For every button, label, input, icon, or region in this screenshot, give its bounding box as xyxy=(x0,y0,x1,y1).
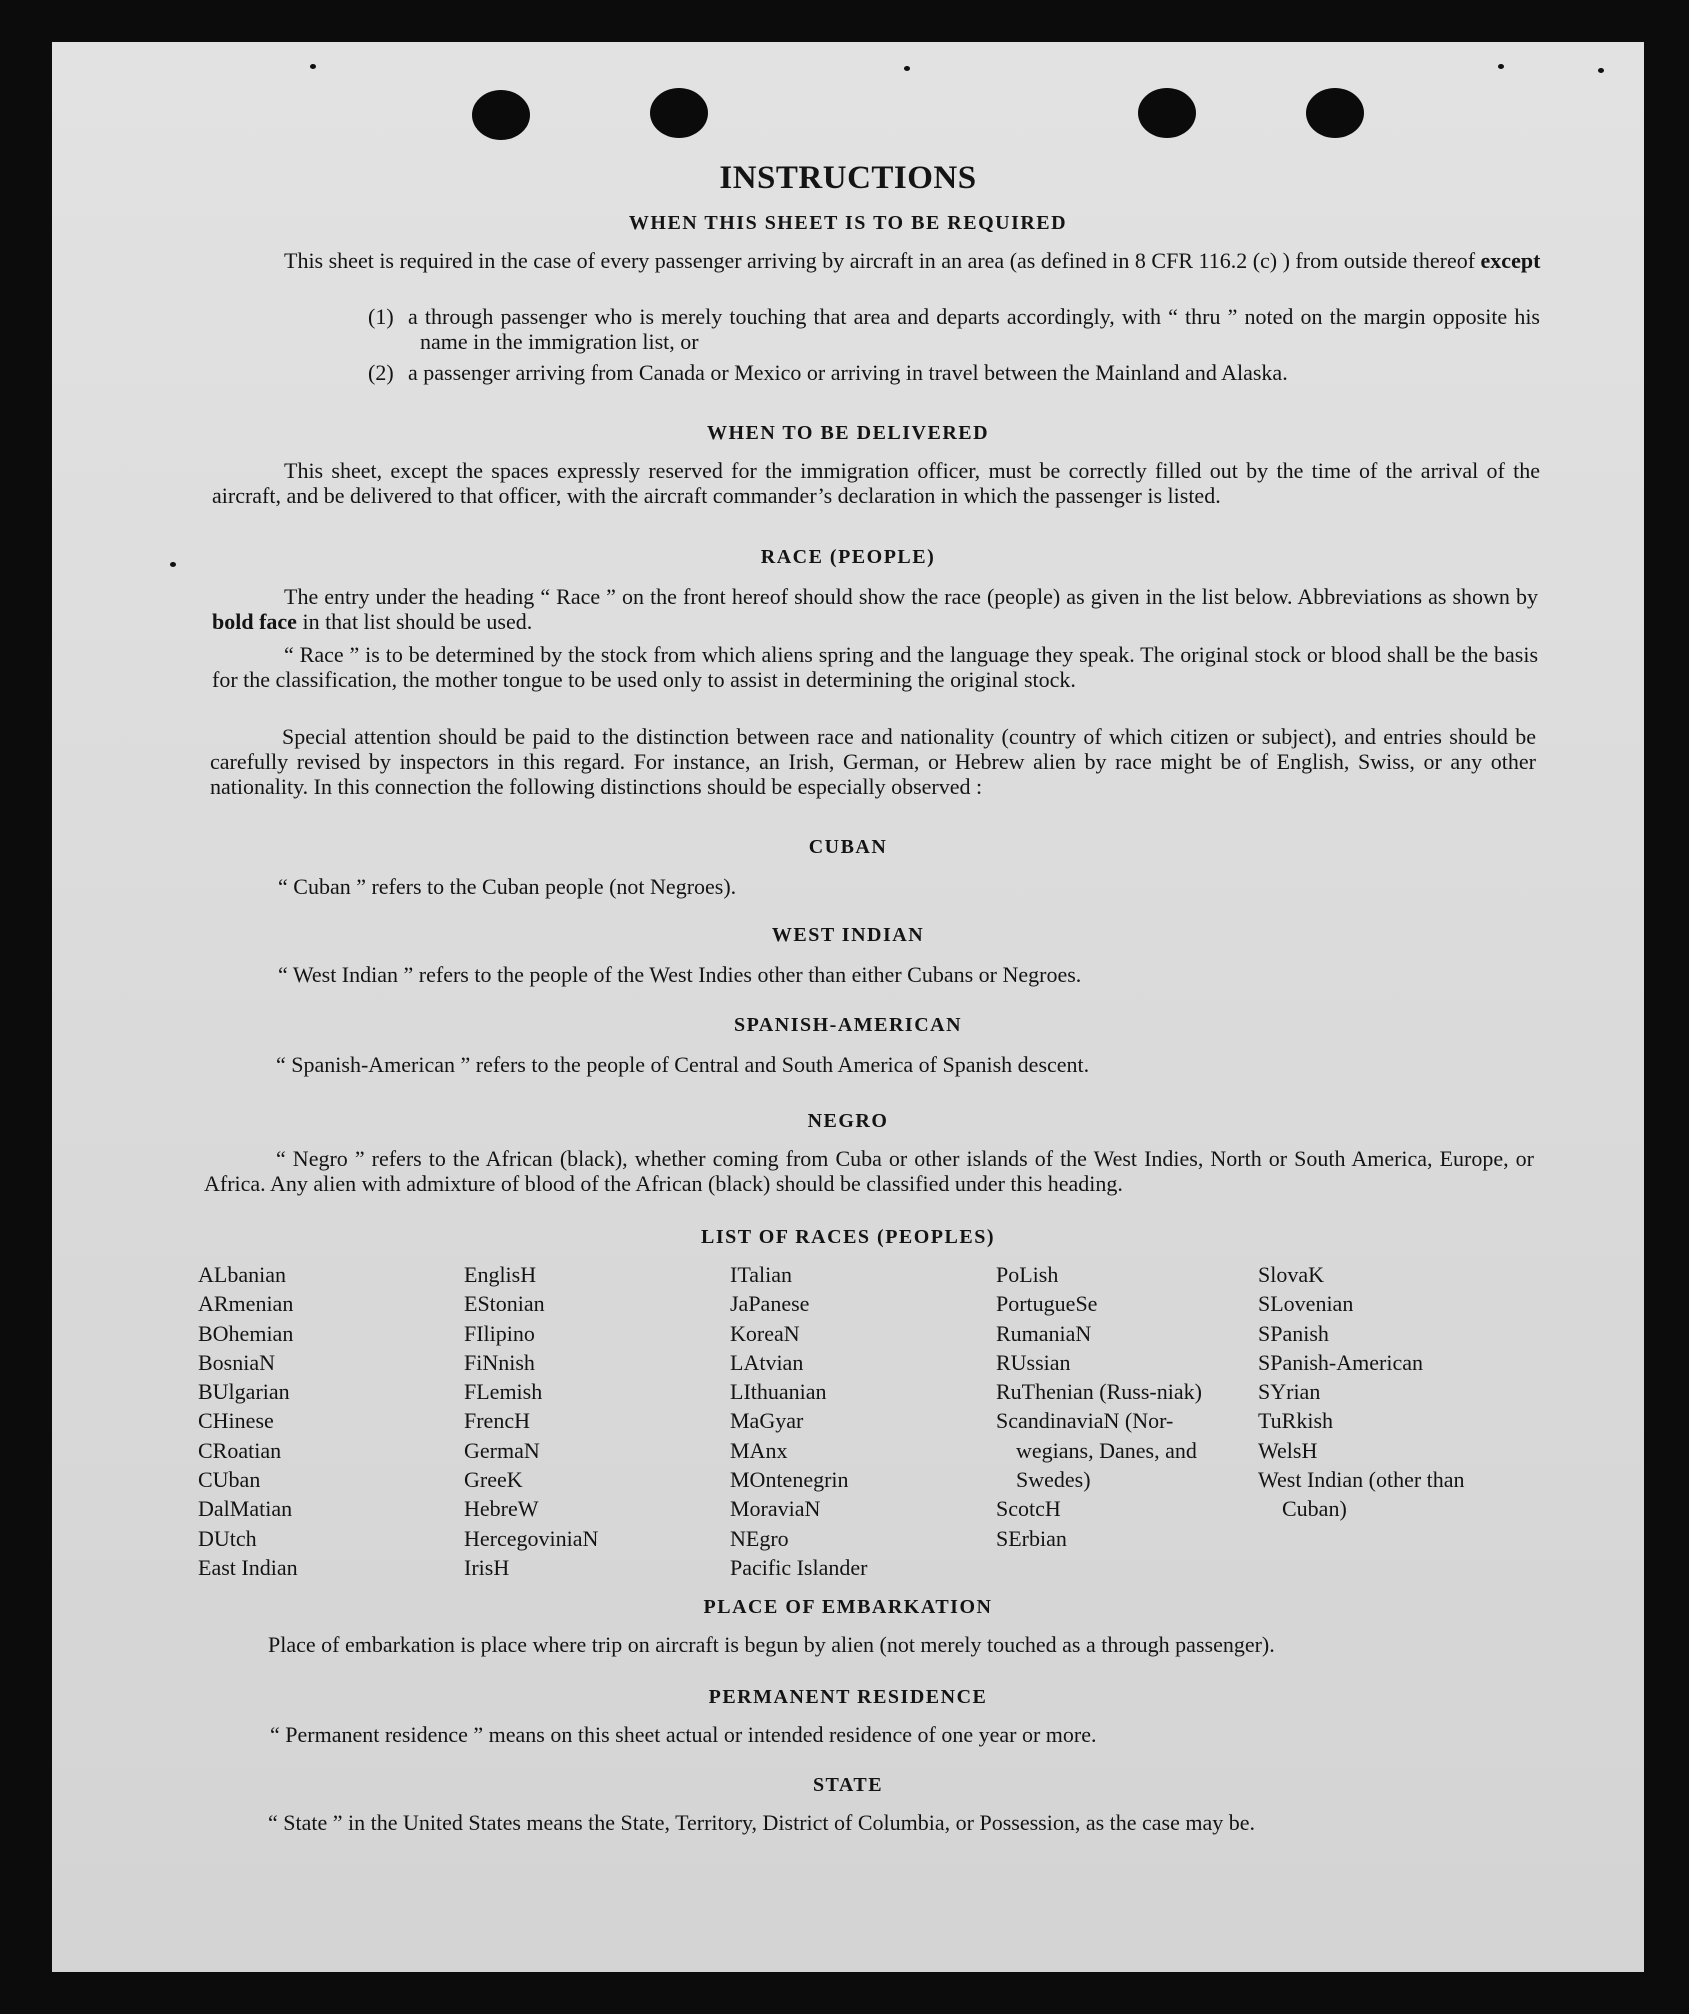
race-entry: PoLish xyxy=(996,1262,1059,1287)
item-number: (1) xyxy=(368,304,394,329)
paragraph-race-2: “ Race ” is to be determined by the stock from which aliens spring and the language they speak. The original stock or blood shall be the basis for the classification, the mother tongue to be used only to assist in determining the original stock. xyxy=(212,642,1538,692)
paragraph-embarkation: Place of embarkation is place where trip on aircraft is begun by alien (not merely touched as a through passenger). xyxy=(268,1632,1275,1657)
race-entry: BOhemian xyxy=(198,1320,294,1346)
race-entry: FrencH xyxy=(464,1408,530,1434)
heading-list-of-races: LIST OF RACES (PEOPLES) xyxy=(700,1226,995,1248)
races-column xyxy=(198,1260,464,1580)
race-entry: SPanish-American xyxy=(1258,1349,1423,1375)
dust-speck xyxy=(1498,64,1504,69)
required-intro-text: This sheet is required in the case of every passenger arriving by aircraft in an area (as defined in 8 CFR 116.2 (c) ) from outside thereof xyxy=(284,248,1481,273)
race-entry: WelsH xyxy=(1258,1437,1318,1463)
race-entry: GreeK xyxy=(464,1467,523,1493)
race-entry: HebreW xyxy=(464,1496,539,1522)
paragraph-state: “ State ” in the United States means the State, Territory, District of Columbia, or Possession, as the case may be. xyxy=(268,1810,1256,1835)
race-entry: SYrian xyxy=(1258,1379,1321,1405)
punch-hole xyxy=(1138,88,1196,138)
list-item xyxy=(368,304,1540,356)
item-text: a through passenger who is merely touching that area and departs accordingly, with “ thru ” noted on the margin opposite his name in the immigration list, or xyxy=(408,304,1540,354)
race-entry: PortugueSe xyxy=(996,1291,1098,1317)
heading-embarkation: PLACE OF EMBARKATION xyxy=(703,1596,993,1618)
race-entry: EnglisH xyxy=(464,1262,537,1287)
item-number: (2) xyxy=(368,360,394,385)
punch-hole xyxy=(472,90,530,140)
page-title: INSTRUCTIONS xyxy=(719,160,977,196)
race-entry: FIlipino xyxy=(464,1320,535,1346)
race-entry: FLemish xyxy=(464,1379,543,1405)
race-entry: IrisH xyxy=(464,1554,510,1580)
race-entry: EStonian xyxy=(464,1291,545,1317)
paragraph-west-indian: “ West Indian ” refers to the people of the West Indies other than either Cubans or Negroes. xyxy=(278,962,1082,987)
race-entry: SlovaK xyxy=(1258,1262,1324,1287)
race-entry: RuThenian (Russ-niak) xyxy=(996,1379,1202,1405)
race-entry: TuRkish xyxy=(1258,1408,1334,1434)
paragraph-permanent-residence: “ Permanent residence ” means on this sheet actual or intended residence of one year or more. xyxy=(270,1722,1097,1747)
race-entry: ALbanian xyxy=(198,1262,286,1287)
race-entry: KoreaN xyxy=(730,1320,800,1346)
paragraph-delivered: This sheet, except the spaces expressly reserved for the immigration officer, must be correctly filled out by the time of the arrival of the aircraft, and be delivered to that officer, with the aircraft commander’s declaration in which the passenger is listed. xyxy=(212,458,1540,508)
item-text: a passenger arriving from Canada or Mexico or arriving in travel between the Mainland and Alaska. xyxy=(408,360,1288,385)
race-entry: CRoatian xyxy=(198,1437,282,1463)
race-entry: HercegoviniaN xyxy=(464,1525,599,1551)
race-entry: MOntenegrin xyxy=(730,1467,849,1493)
race-p1-bold: bold face xyxy=(212,609,297,634)
race-entry: SErbian xyxy=(996,1525,1067,1551)
paragraph-negro: “ Negro ” refers to the African (black), whether coming from Cuba or other islands of the West Indies, North or South America, Europe, or Africa. Any alien with admixture of blood of the African (black) should be classified under this heading. xyxy=(204,1146,1534,1196)
list-item xyxy=(368,360,1540,412)
race-entry: West Indian (other than Cuban) xyxy=(1258,1467,1465,1522)
dust-speck xyxy=(1598,68,1604,73)
race-entry: CUban xyxy=(198,1467,261,1493)
races-column xyxy=(996,1260,1258,1580)
race-entry: GermaN xyxy=(464,1437,540,1463)
race-entry: LIthuanian xyxy=(730,1379,827,1405)
document-page xyxy=(52,42,1644,1972)
races-column xyxy=(730,1260,996,1580)
race-entry: DUtch xyxy=(198,1525,257,1551)
race-entry: JaPanese xyxy=(730,1291,810,1317)
race-entry: East Indian xyxy=(198,1554,298,1580)
races-column xyxy=(464,1260,730,1580)
race-entry: ARmenian xyxy=(198,1291,294,1317)
dust-speck xyxy=(904,66,910,71)
heading-permanent-residence: PERMANENT RESIDENCE xyxy=(708,1686,988,1708)
race-entry: RUssian xyxy=(996,1349,1071,1375)
race-entry: NEgro xyxy=(730,1525,789,1551)
heading-west-indian: WEST INDIAN xyxy=(771,924,925,946)
punch-hole xyxy=(1306,88,1364,138)
heading-required: WHEN THIS SHEET IS TO BE REQUIRED xyxy=(628,212,1068,234)
race-entry: RumaniaN xyxy=(996,1320,1092,1346)
races-list xyxy=(198,1260,1538,1580)
heading-spanish-american: SPANISH-AMERICAN xyxy=(733,1014,963,1036)
race-entry: MoraviaN xyxy=(730,1496,821,1522)
race-entry: ScandinaviaN (Nor-wegians, Danes, and Swedes) xyxy=(996,1408,1197,1493)
required-intro-bold: except xyxy=(1480,248,1541,273)
race-entry: ScotcH xyxy=(996,1496,1061,1522)
paragraph-cuban: “ Cuban ” refers to the Cuban people (not Negroes). xyxy=(278,874,737,899)
paragraph-spanish-american: “ Spanish-American ” refers to the people of Central and South America of Spanish descent. xyxy=(276,1052,1090,1077)
heading-state: STATE xyxy=(812,1774,884,1796)
race-entry: FiNnish xyxy=(464,1349,535,1375)
heading-cuban: CUBAN xyxy=(808,836,888,858)
heading-negro: NEGRO xyxy=(807,1110,889,1132)
paragraph-race-3: Special attention should be paid to the distinction between race and nationality (country of which citizen or subject), and entries should be carefully revised by inspectors in this regard. For instance, an Irish, German, or Hebrew alien by race might be of English, Swiss, or any other nationality. In this connection the following distinctions should be especially observed : xyxy=(210,724,1536,799)
race-entry: LAtvian xyxy=(730,1349,804,1375)
race-entry: ITalian xyxy=(730,1262,792,1287)
paragraph-race-1 xyxy=(212,584,1538,634)
race-p1-post: in that list should be used. xyxy=(296,609,533,634)
race-entry: MAnx xyxy=(730,1437,788,1463)
race-entry: MaGyar xyxy=(730,1408,804,1434)
heading-race: RACE (PEOPLE) xyxy=(760,546,936,568)
race-entry: DalMatian xyxy=(198,1496,293,1522)
race-p1-text: The entry under the heading “ Race ” on the front hereof should show the race (people) as given in the list below. Abbreviations as shown by xyxy=(284,584,1538,609)
race-entry: SPanish xyxy=(1258,1320,1329,1346)
race-entry: SLovenian xyxy=(1258,1291,1354,1317)
paragraph-required xyxy=(212,248,1542,273)
race-entry: Pacific Islander xyxy=(730,1554,868,1580)
dust-speck xyxy=(310,64,316,69)
heading-delivered: WHEN TO BE DELIVERED xyxy=(706,422,990,444)
race-entry: BosniaN xyxy=(198,1349,275,1375)
race-entry: CHinese xyxy=(198,1408,274,1434)
races-column xyxy=(1258,1260,1478,1580)
punch-hole xyxy=(650,88,708,138)
race-entry: BUlgarian xyxy=(198,1379,290,1405)
